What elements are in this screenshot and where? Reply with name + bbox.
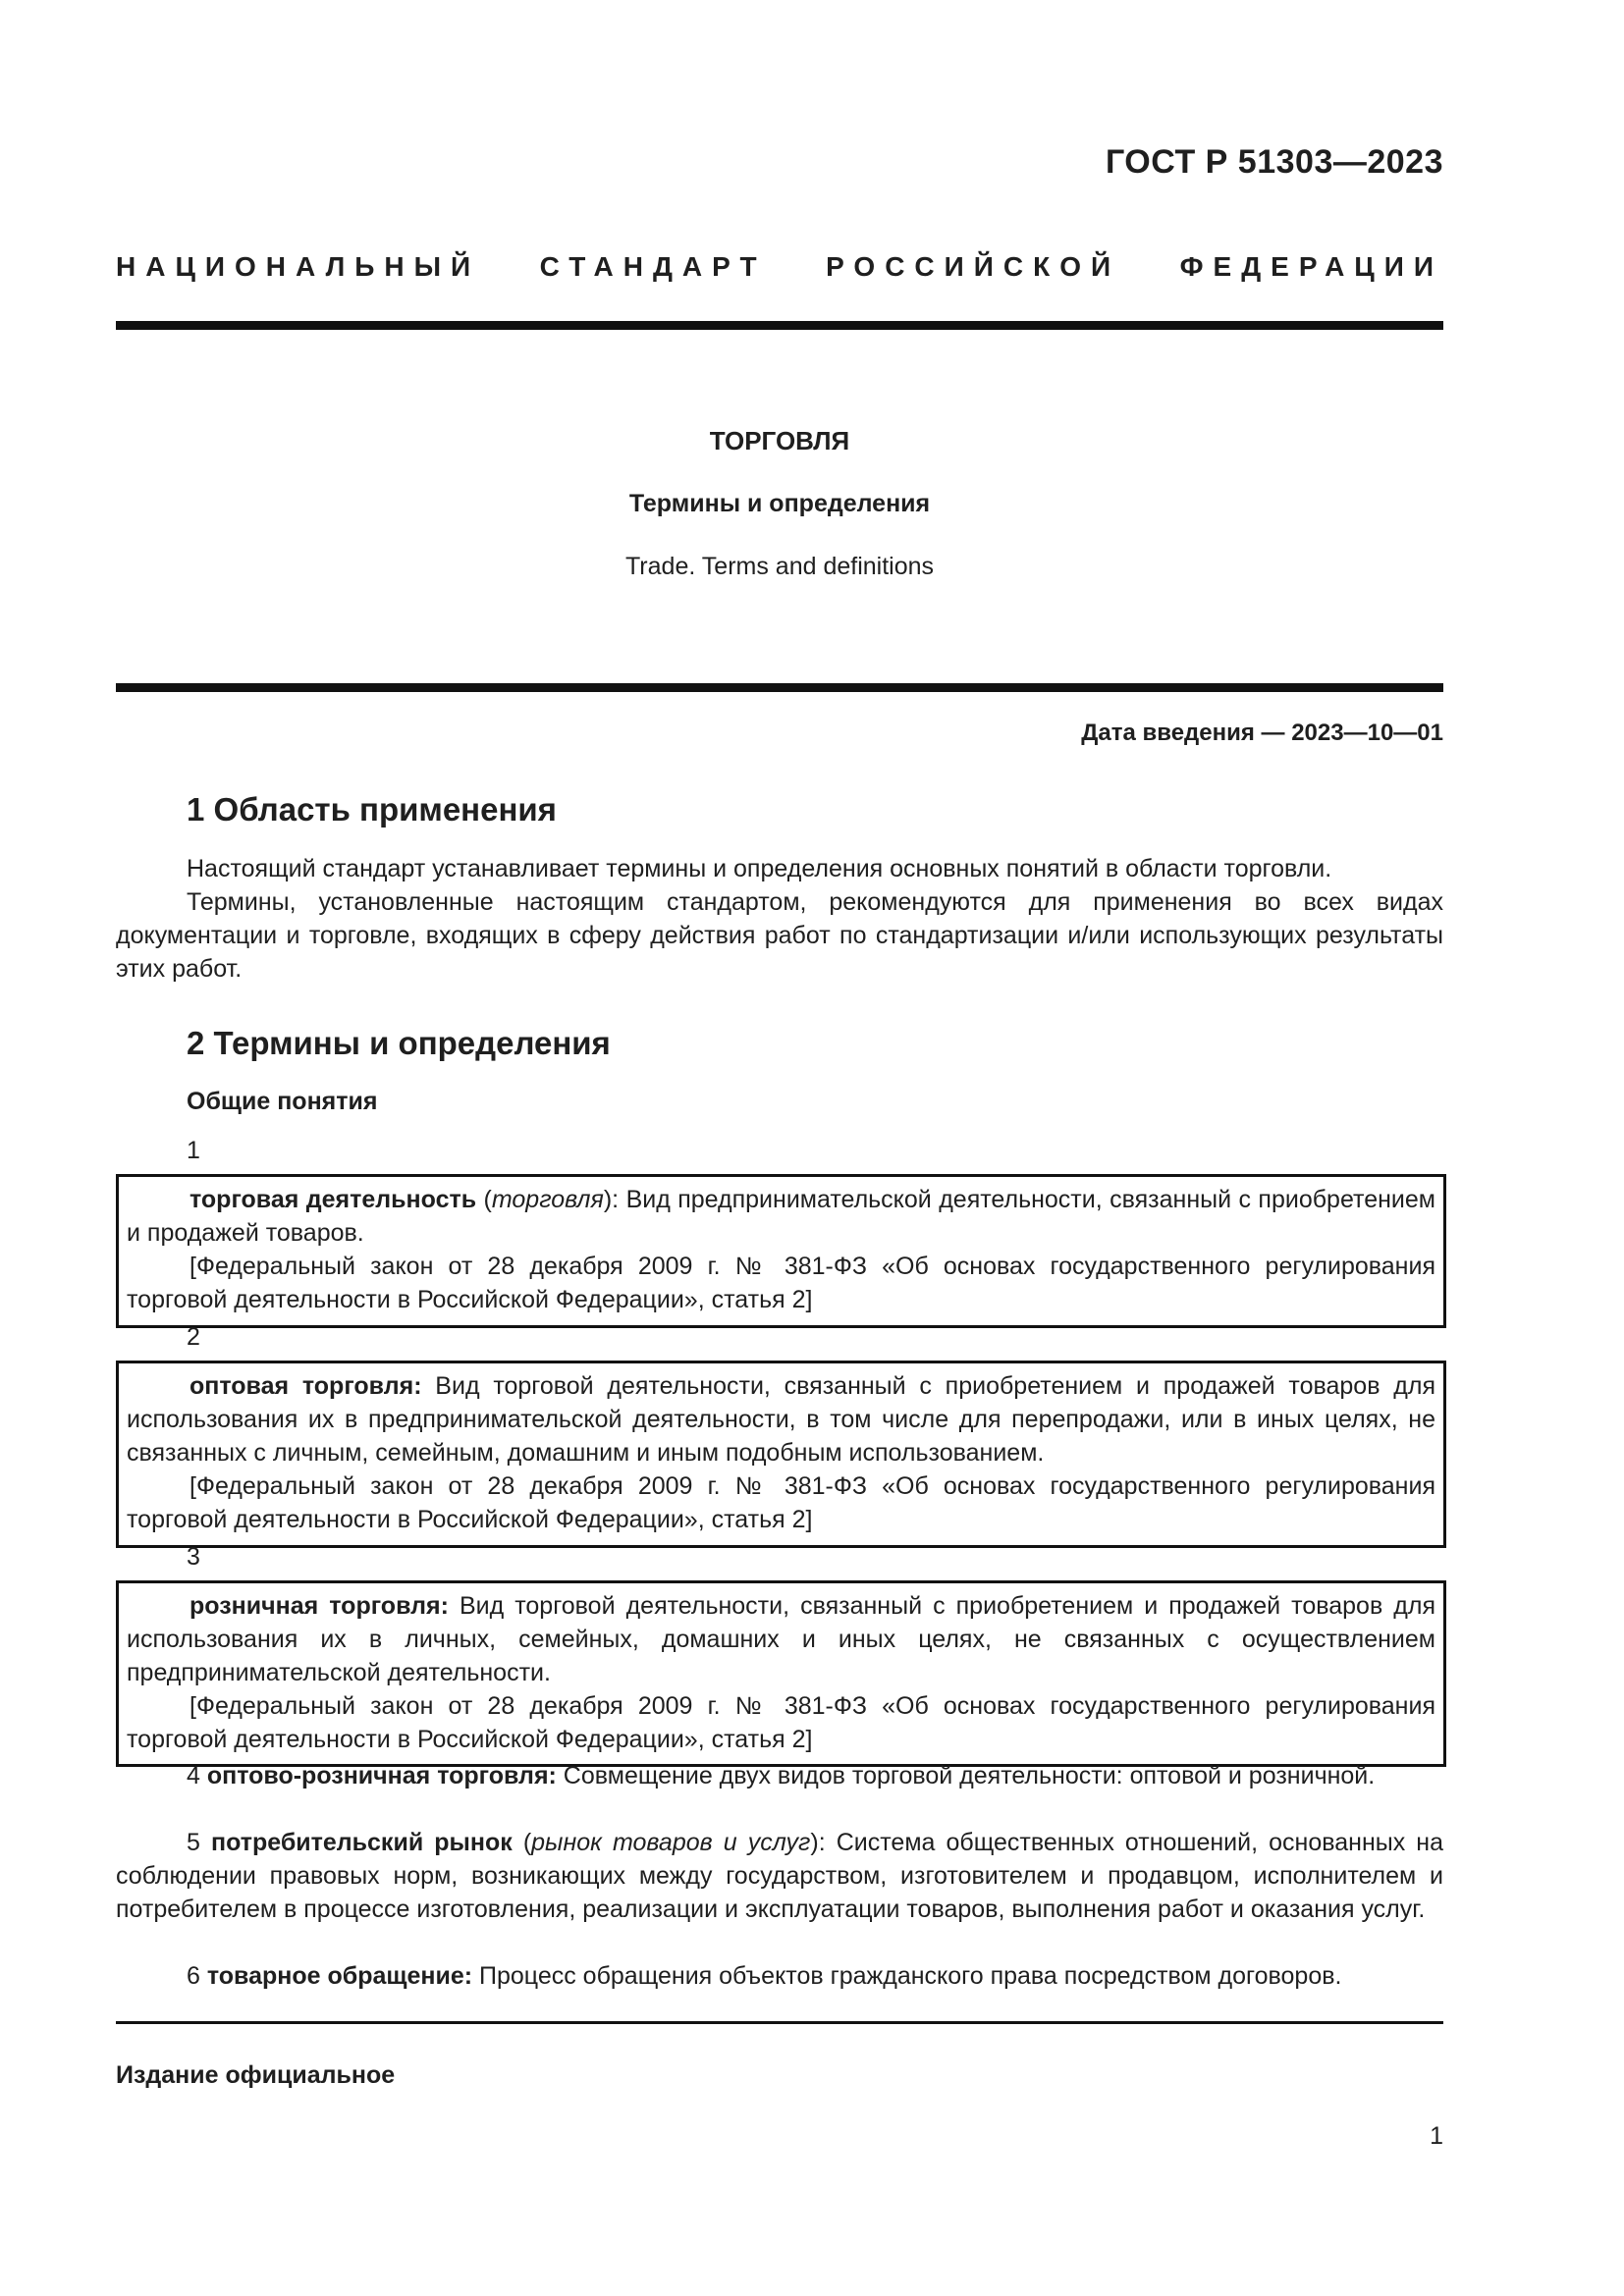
- document-subtitle: Термины и определения: [628, 490, 931, 517]
- national-standard-banner: НАЦИОНАЛЬНЫЙ СТАНДАРТ РОССИЙСКОЙ ФЕДЕРАЦИИ: [116, 251, 1443, 282]
- subsection-heading: Общие понятия: [187, 1088, 378, 1115]
- term-name: розничная торговля:: [189, 1592, 449, 1620]
- introduction-date: Дата введения — 2023—10—01: [1081, 720, 1443, 746]
- term-number: 2: [187, 1323, 200, 1351]
- term-number: 3: [187, 1543, 200, 1571]
- term-definition: торговая деятельность (торговля): Вид предпринимательской деятельности, связанный с приобретением и продажей товаров.: [127, 1186, 1435, 1247]
- term-source: [Федеральный закон от 28 декабря 2009 г. № 381-ФЗ «Об основах государственного регулирования торговой деятельности в Российской Федерации», статья 2]: [127, 1253, 1435, 1313]
- term-box: [116, 1361, 1446, 1548]
- term-source: [Федеральный закон от 28 декабря 2009 г. № 381-ФЗ «Об основах государственного регулирования торговой деятельности в Российской Федерации», статья 2]: [127, 1472, 1435, 1533]
- term-synonym: рынок товаров и услуг: [531, 1829, 811, 1856]
- title-rule: [116, 683, 1443, 692]
- term-name: оптовая торговля:: [189, 1372, 422, 1400]
- term-name: торговая деятельность: [189, 1186, 477, 1213]
- document-title: ТОРГОВЛЯ: [709, 426, 850, 455]
- term-entry: 4 оптово-розничная торговля: Совмещение двух видов торговой деятельности: оптовой и розничной.: [187, 1762, 1376, 1789]
- term-name: потребительский рынок: [210, 1829, 513, 1856]
- term-definition: оптовая торговля: Вид торговой деятельности, связанный с приобретением и продажей товаров для использования их в предпринимательской деятельности, в том числе для перепродажи, или в иных целях, не связанных с личным, семейным, домашним и иным подобным использованием.: [127, 1372, 1435, 1467]
- term-number: 1: [187, 1137, 200, 1164]
- standard-number: ГОСТ Р 51303—2023: [1105, 143, 1443, 181]
- term-name: товарное обращение:: [206, 1962, 473, 1990]
- page-number: 1: [1430, 2122, 1443, 2150]
- term-source: [Федеральный закон от 28 декабря 2009 г. № 381-ФЗ «Об основах государственного регулирования торговой деятельности в Российской Федерации», статья 2]: [127, 1692, 1435, 1753]
- section-heading-terms: 2 Термины и определения: [187, 1025, 611, 1061]
- term-definition: розничная торговля: Вид торговой деятельности, связанный с приобретением и продажей товаров для использования их в личных, семейных, домашних и иных целях, не связанных с осуществлением предпринимательской деятельности.: [127, 1592, 1435, 1686]
- term-name: оптово-розничная торговля:: [206, 1762, 557, 1789]
- scope-paragraph-1: Настоящий стандарт устанавливает термины и определения основных понятий в области торговли.: [187, 855, 1332, 882]
- term-box: [116, 1580, 1446, 1767]
- term-synonym: торговля: [491, 1186, 604, 1213]
- document-title-english: Trade. Terms and definitions: [624, 553, 935, 580]
- header-rule: [116, 321, 1443, 330]
- section-heading-scope: 1 Область применения: [187, 791, 557, 828]
- term-box: [116, 1174, 1446, 1328]
- official-edition-label: Издание официальное: [116, 2061, 396, 2089]
- term-entry: 5 потребительский рынок (рынок товаров и услуг): Система общественных отношений, основанных на соблюдении правовых норм, возникающих между государством, изготовителем и продавцом, исполнителем и потребителем в процессе изготовления, реализации и эксплуатации товаров, выполнения работ и оказания услуг.: [116, 1829, 1443, 1923]
- term-entry: 6 товарное обращение: Процесс обращения объектов гражданского права посредством договоров.: [187, 1962, 1342, 1990]
- scope-paragraph-2: Термины, установленные настоящим стандартом, рекомендуются для применения во всех видах документации и торговле, входящих в сферу действия работ по стандартизации и/или использующих результаты этих работ.: [116, 888, 1443, 983]
- footer-rule: [116, 2021, 1443, 2024]
